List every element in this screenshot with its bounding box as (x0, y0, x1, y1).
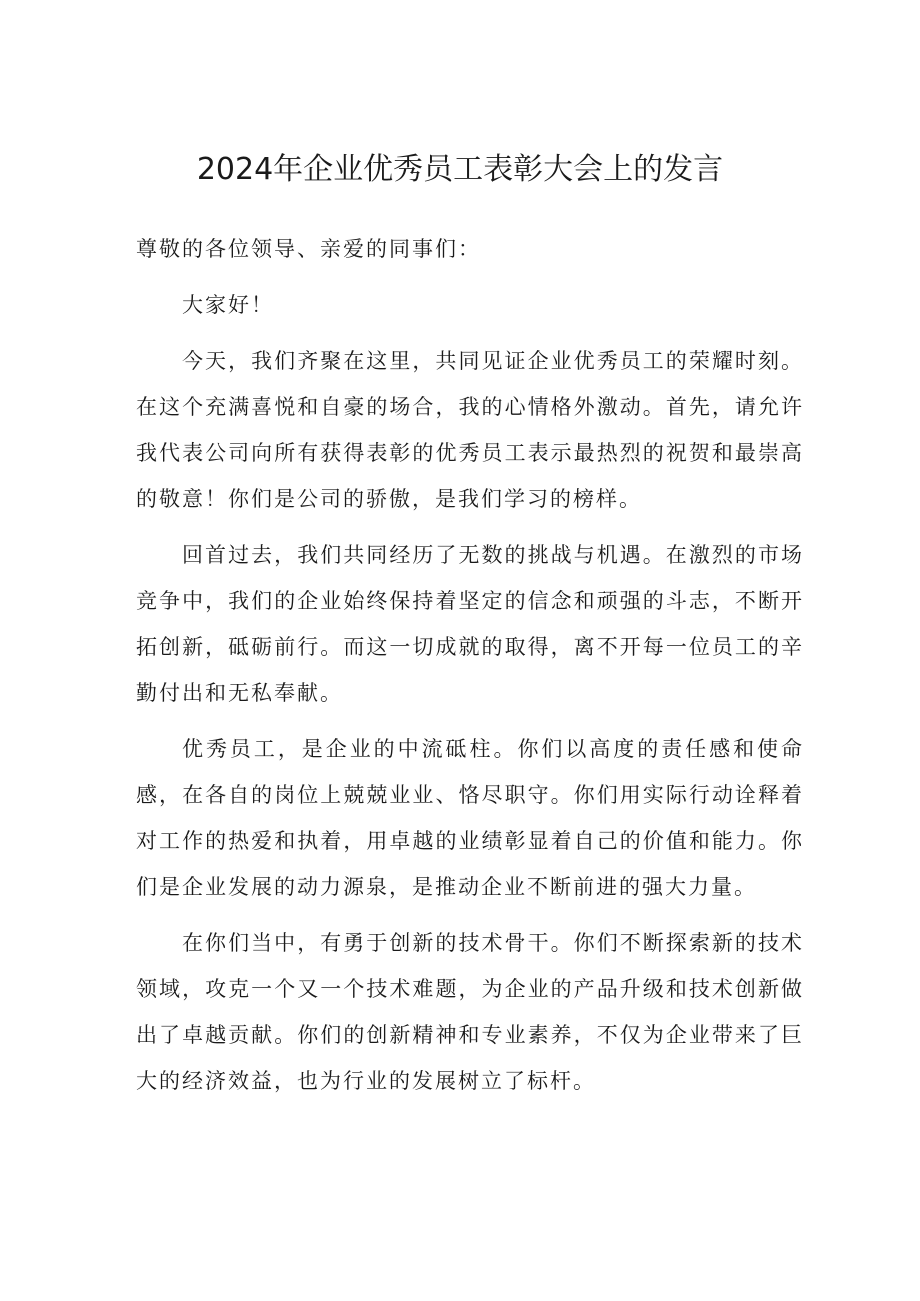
document-body (136, 226, 804, 1114)
paragraph-4: 在你们当中，有勇于创新的技术骨干。你们不断探索新的技术领域，攻克一个又一个技术难题，为企业的产品升级和技术创新做出了卓越贡献。你们的创新精神和专业素养，不仅为企业带来了巨大的经济效益，也为行业的发展树立了标杆。 (136, 931, 804, 1093)
greeting: 大家好！ (182, 293, 274, 317)
salutation: 尊敬的各位领导、亲爱的同事们： (136, 237, 481, 261)
paragraph-1: 今天，我们齐聚在这里，共同见证企业优秀员工的荣耀时刻。在这个充满喜悦和自豪的场合，我的心情格外激动。首先，请允许我代表公司向所有获得表彰的优秀员工表示最热烈的祝贺和最崇高的敬意！你们是公司的骄傲，是我们学习的榜样。 (136, 349, 804, 511)
paragraph-3: 优秀员工，是企业的中流砥柱。你们以高度的责任感和使命感，在各自的岗位上兢兢业业、恪尽职守。你们用实际行动诠释着对工作的热爱和执着，用卓越的业绩彰显着自己的价值和能力。你们是企业发展的动力源泉，是推动企业不断前进的强大力量。 (136, 737, 804, 899)
document-title: 2024年企业优秀员工表彰大会上的发言 (196, 152, 724, 187)
paragraph-2: 回首过去，我们共同经历了无数的挑战与机遇。在激烈的市场竞争中，我们的企业始终保持着坚定的信念和顽强的斗志，不断开拓创新，砥砺前行。而这一切成就的取得，离不开每一位员工的辛勤付出和无私奉献。 (136, 543, 804, 705)
